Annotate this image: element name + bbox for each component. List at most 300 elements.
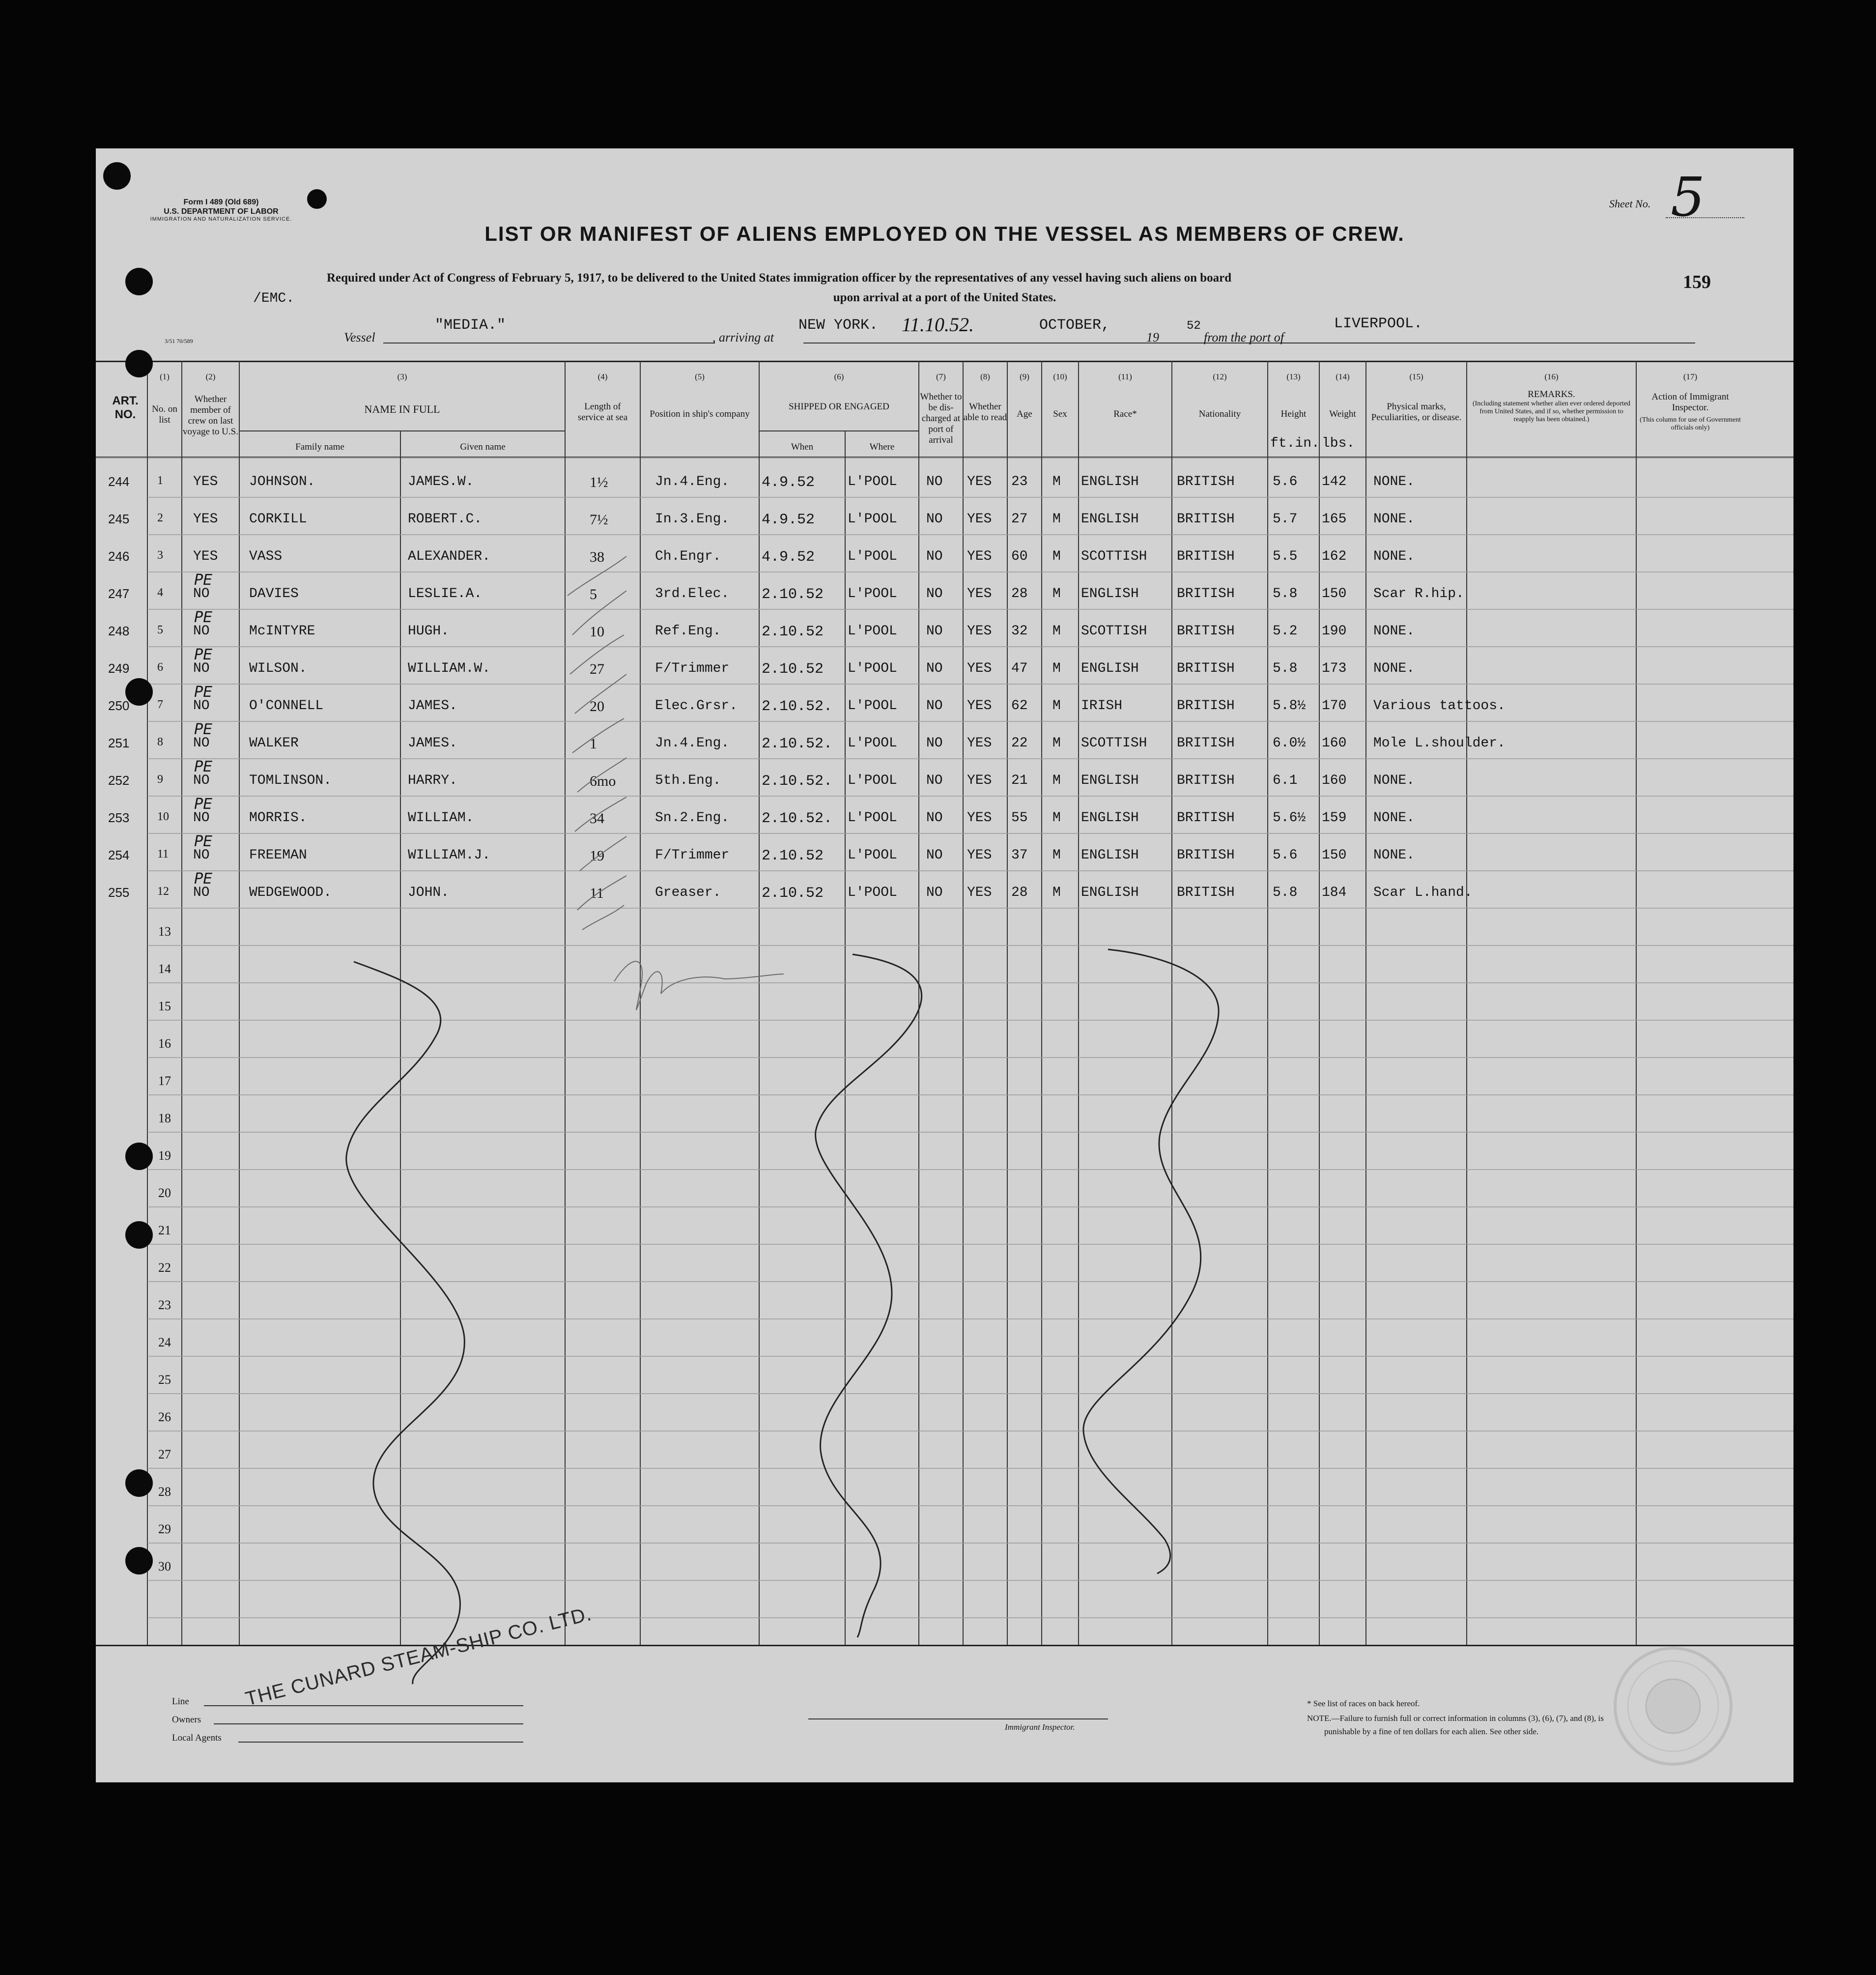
crew-length-of-service: 1½: [590, 474, 608, 490]
arriving-port: NEW YORK.: [798, 317, 879, 334]
crew-art-no: 252: [108, 773, 130, 788]
col4-header: Length of service at sea: [577, 401, 628, 423]
crew-position: Ch.Engr.: [655, 549, 721, 564]
crew-nationality: BRITISH: [1177, 848, 1235, 863]
crew-weight: 159: [1322, 810, 1347, 826]
col16-header: REMARKS.: [1528, 389, 1575, 400]
col11-header: Race*: [1113, 409, 1137, 419]
punch-hole: [125, 268, 153, 295]
punch-hole: [125, 1547, 153, 1574]
crew-given-name: HARRY.: [408, 773, 457, 788]
crew-previous-voyage: YES: [193, 549, 218, 564]
crew-sex: M: [1052, 885, 1061, 900]
crew-list-no: 8: [157, 736, 163, 748]
crew-race: IRISH: [1081, 698, 1123, 714]
service-name: IMMIGRATION AND NATURALIZATION SERVICE.: [150, 216, 292, 222]
arrival-month: OCTOBER,: [1039, 317, 1110, 334]
owners-underline: [214, 1723, 523, 1724]
crew-art-no: 249: [108, 661, 130, 676]
subtitle-line-1: Required under Act of Congress of February 5, 1917, to be delivered to the United States immigration officer by the representatives of any vessel having such aliens on board: [327, 271, 1232, 285]
crew-able-to-read: YES: [967, 810, 992, 826]
crew-age: 28: [1011, 586, 1028, 601]
punch-hole: [125, 1221, 153, 1249]
crew-handwritten-mark: PE: [194, 833, 213, 850]
col8-header: Whether able to read: [963, 401, 1007, 423]
crew-family-name: WALKER: [249, 736, 299, 751]
cunard-stamp: THE CUNARD STEAM-SHIP CO. LTD.: [243, 1603, 594, 1710]
crew-age: 32: [1011, 624, 1028, 639]
from-port: LIVERPOOL.: [1334, 315, 1423, 332]
crew-length-of-service: 6mo: [590, 773, 616, 789]
col9-number: (9): [1020, 372, 1029, 381]
crew-handwritten-mark: PE: [194, 684, 213, 701]
crew-previous-voyage: NO: [193, 848, 210, 863]
crew-discharged: NO: [926, 474, 943, 489]
crew-given-name: WILLIAM.J.: [408, 848, 491, 863]
crew-race: ENGLISH: [1081, 848, 1139, 863]
crew-weight: 150: [1322, 848, 1347, 863]
manifest-sheet: [96, 148, 1793, 1782]
crew-position: 5th.Eng.: [655, 773, 721, 788]
crew-height: 5.8: [1273, 586, 1298, 601]
note-line-1: NOTE.—Failure to furnish full or correct information in columns (3), (6), (7), and (8), is: [1307, 1714, 1604, 1723]
crew-position: Jn.4.Eng.: [655, 474, 730, 489]
agents-underline: [238, 1742, 523, 1743]
crew-shipped-where: L'POOL: [848, 474, 897, 489]
empty-row-number: 26: [158, 1410, 171, 1424]
crew-physical-marks: NONE.: [1373, 474, 1415, 489]
crew-family-name: WILSON.: [249, 661, 307, 676]
agents-label: Local Agents: [172, 1733, 222, 1743]
crew-discharged: NO: [926, 549, 943, 564]
crew-weight: 173: [1322, 661, 1347, 676]
crew-height: 5.8½: [1273, 698, 1306, 714]
crew-art-no: 244: [108, 474, 130, 489]
crew-physical-marks: NONE.: [1373, 661, 1415, 676]
col6-header: SHIPPED OR ENGAGED: [789, 401, 889, 412]
crew-previous-voyage: NO: [193, 586, 210, 601]
crew-nationality: BRITISH: [1177, 661, 1235, 676]
crew-previous-voyage: NO: [193, 736, 210, 751]
crew-shipped-when: 2.10.52: [762, 848, 824, 864]
col2-number: (2): [205, 372, 216, 381]
crew-discharged: NO: [926, 810, 943, 826]
col2-header: Whether member of crew on last voyage to U.S.: [183, 394, 238, 437]
empty-row-number: 13: [158, 924, 171, 939]
year-prefix: 19: [1146, 330, 1159, 344]
punch-hole: [125, 350, 153, 377]
crew-handwritten-mark: PE: [194, 870, 213, 887]
crew-able-to-read: YES: [967, 661, 992, 676]
crew-height: 5.6½: [1273, 810, 1306, 826]
col10-header: Sex: [1053, 409, 1067, 419]
crew-art-no: 245: [108, 512, 130, 526]
crew-previous-voyage: NO: [193, 773, 210, 788]
crew-physical-marks: NONE.: [1373, 773, 1415, 788]
empty-row-number: 14: [158, 962, 171, 976]
crew-previous-voyage: YES: [193, 512, 218, 527]
crew-art-no: 250: [108, 698, 130, 713]
crew-previous-voyage: NO: [193, 624, 210, 639]
col1-number: (1): [160, 372, 170, 381]
vessel-label: Vessel: [344, 330, 375, 344]
crew-nationality: BRITISH: [1177, 512, 1235, 527]
crew-sex: M: [1052, 549, 1061, 564]
crew-handwritten-mark: PE: [194, 609, 213, 626]
col3a-header: Family name: [295, 442, 344, 452]
crew-shipped-where: L'POOL: [848, 549, 897, 564]
crew-able-to-read: YES: [967, 698, 992, 714]
empty-row-number: 15: [158, 999, 171, 1013]
crew-sex: M: [1052, 474, 1061, 489]
crew-able-to-read: YES: [967, 512, 992, 527]
crew-able-to-read: YES: [967, 885, 992, 900]
col5-header: Position in ship's company: [650, 409, 750, 419]
crew-previous-voyage: NO: [193, 661, 210, 676]
crew-shipped-when: 2.10.52: [762, 624, 824, 640]
col17-header: Action of Immigrant Inspector.: [1651, 392, 1729, 413]
crew-age: 60: [1011, 549, 1028, 564]
crew-race: SCOTTISH: [1081, 624, 1147, 639]
arriving-label: , arriving at: [712, 330, 774, 344]
crew-discharged: NO: [926, 624, 943, 639]
col5-number: (5): [695, 372, 705, 381]
crew-length-of-service: 20: [590, 698, 604, 715]
crew-weight: 160: [1322, 773, 1347, 788]
crew-nationality: BRITISH: [1177, 773, 1235, 788]
col3-header: NAME IN FULL: [364, 403, 440, 415]
page-number: 159: [1683, 272, 1711, 292]
crew-shipped-when: 4.9.52: [762, 474, 815, 491]
crew-position: Ref.Eng.: [655, 624, 721, 639]
crew-shipped-when: 2.10.52.: [762, 698, 833, 715]
col3b-header: Given name: [460, 442, 506, 452]
crew-race: ENGLISH: [1081, 810, 1139, 826]
crew-sex: M: [1052, 736, 1061, 751]
crew-age: 37: [1011, 848, 1028, 863]
crew-height: 5.6: [1273, 848, 1298, 863]
crew-able-to-read: YES: [967, 848, 992, 863]
col17-number: (17): [1683, 372, 1698, 381]
crew-length-of-service: 10: [590, 624, 604, 640]
crew-nationality: BRITISH: [1177, 624, 1235, 639]
crew-previous-voyage: NO: [193, 885, 210, 900]
crew-weight: 142: [1322, 474, 1347, 489]
crew-shipped-when: 2.10.52.: [762, 773, 833, 790]
crew-given-name: HUGH.: [408, 624, 450, 639]
crew-length-of-service: 19: [590, 848, 604, 864]
col13-header: Height: [1280, 409, 1307, 419]
punch-hole: [103, 162, 131, 190]
crew-physical-marks: NONE.: [1373, 810, 1415, 826]
crew-sex: M: [1052, 848, 1061, 863]
crew-nationality: BRITISH: [1177, 810, 1235, 826]
from-port-label: from the port of: [1204, 330, 1284, 344]
crew-height: 5.7: [1273, 512, 1298, 527]
crew-age: 23: [1011, 474, 1028, 489]
crew-list-no: 7: [157, 698, 163, 711]
owners-label: Owners: [172, 1715, 201, 1725]
crew-family-name: JOHNSON.: [249, 474, 315, 489]
crew-shipped-where: L'POOL: [848, 773, 897, 788]
crew-physical-marks: Various tattoos.: [1373, 698, 1506, 714]
crew-physical-marks: NONE.: [1373, 512, 1415, 527]
crew-discharged: NO: [926, 773, 943, 788]
art-no-header: ART. NO.: [112, 394, 139, 421]
crew-list-no: 10: [157, 810, 169, 823]
crew-able-to-read: YES: [967, 624, 992, 639]
crew-weight: 190: [1322, 624, 1347, 639]
crew-position: 3rd.Elec.: [655, 586, 730, 601]
arrival-date-handwritten: 11.10.52.: [902, 314, 974, 336]
crew-family-name: VASS: [249, 549, 283, 564]
crew-family-name: McINTYRE: [249, 624, 315, 639]
crew-physical-marks: NONE.: [1373, 624, 1415, 639]
crew-art-no: 255: [108, 885, 130, 900]
crew-shipped-where: L'POOL: [848, 661, 897, 676]
crew-given-name: JAMES.: [408, 698, 457, 714]
crew-shipped-where: L'POOL: [848, 586, 897, 601]
crew-previous-voyage: NO: [193, 810, 210, 826]
crew-physical-marks: Mole L.shoulder.: [1373, 736, 1506, 751]
emc-code: /EMC.: [253, 291, 295, 306]
crew-position: Sn.2.Eng.: [655, 810, 730, 826]
col4-number: (4): [597, 372, 608, 381]
crew-race: ENGLISH: [1081, 512, 1139, 527]
crew-able-to-read: YES: [967, 773, 992, 788]
crew-discharged: NO: [926, 736, 943, 751]
inspector-label: Immigrant Inspector.: [1005, 1722, 1075, 1732]
crew-family-name: DAVIES: [249, 586, 299, 601]
crew-list-no: 9: [157, 773, 163, 786]
crew-height: 5.5: [1273, 549, 1298, 564]
crew-weight: 150: [1322, 586, 1347, 601]
inspector-line: [808, 1718, 1108, 1719]
crew-nationality: BRITISH: [1177, 474, 1235, 489]
crew-list-no: 1: [157, 474, 163, 487]
crew-height: 5.2: [1273, 624, 1298, 639]
crew-shipped-when: 2.10.52: [762, 661, 824, 678]
crew-art-no: 247: [108, 586, 130, 601]
crew-shipped-where: L'POOL: [848, 885, 897, 900]
crew-length-of-service: 7½: [590, 512, 608, 528]
crew-weight: 170: [1322, 698, 1347, 714]
crew-shipped-where: L'POOL: [848, 624, 897, 639]
crew-physical-marks: NONE.: [1373, 549, 1415, 564]
crew-height: 6.1: [1273, 773, 1298, 788]
crew-shipped-when: 2.10.52.: [762, 736, 833, 752]
crew-list-no: 4: [157, 586, 163, 599]
crew-art-no: 254: [108, 848, 130, 862]
empty-row-number: 21: [158, 1223, 171, 1237]
crew-height: 5.6: [1273, 474, 1298, 489]
crew-physical-marks: Scar R.hip.: [1373, 586, 1464, 601]
empty-row-number: 23: [158, 1298, 171, 1312]
punch-hole: [125, 1469, 153, 1497]
crew-length-of-service: 27: [590, 661, 604, 677]
empty-row-number: 18: [158, 1111, 171, 1125]
punch-hole: [125, 678, 153, 706]
crew-sex: M: [1052, 512, 1061, 527]
crew-able-to-read: YES: [967, 736, 992, 751]
races-note: * See list of races on back hereof.: [1307, 1699, 1420, 1708]
crew-shipped-when: 2.10.52.: [762, 810, 833, 827]
form-code: 3/51 70/589: [165, 338, 193, 344]
crew-able-to-read: YES: [967, 586, 992, 601]
col15-number: (15): [1409, 372, 1423, 381]
vessel-name: "MEDIA.": [435, 317, 506, 334]
note-line-2: punishable by a fine of ten dollars for each alien. See other side.: [1324, 1727, 1539, 1736]
crew-art-no: 248: [108, 624, 130, 638]
crew-able-to-read: YES: [967, 549, 992, 564]
crew-family-name: O'CONNELL: [249, 698, 324, 714]
crew-list-no: 11: [157, 848, 169, 860]
crew-shipped-where: L'POOL: [848, 698, 897, 714]
department: U.S. DEPARTMENT OF LABOR: [164, 207, 279, 216]
line-label: Line: [172, 1696, 189, 1707]
col12-number: (12): [1213, 372, 1227, 381]
crew-sex: M: [1052, 586, 1061, 601]
crew-height: 5.8: [1273, 885, 1298, 900]
crew-shipped-when: 4.9.52: [762, 512, 815, 528]
crew-shipped-where: L'POOL: [848, 810, 897, 826]
col7-number: (7): [936, 372, 946, 381]
crew-handwritten-mark: PE: [194, 646, 213, 663]
crew-discharged: NO: [926, 512, 943, 527]
crew-age: 21: [1011, 773, 1028, 788]
empty-row-number: 28: [158, 1485, 171, 1499]
crew-position: Greaser.: [655, 885, 721, 900]
crew-length-of-service: 34: [590, 810, 604, 827]
crew-family-name: MORRIS.: [249, 810, 307, 826]
col1-header: No. on list: [152, 404, 177, 425]
crew-age: 28: [1011, 885, 1028, 900]
embossed-seal: [1609, 1642, 1737, 1770]
crew-previous-voyage: YES: [193, 474, 218, 489]
col12-header: Nationality: [1198, 409, 1241, 419]
crew-position: F/Trimmer: [655, 661, 730, 676]
crew-age: 55: [1011, 810, 1028, 826]
crew-art-no: 251: [108, 736, 130, 750]
crew-age: 62: [1011, 698, 1028, 714]
crew-discharged: NO: [926, 586, 943, 601]
empty-row-number: 22: [158, 1260, 171, 1275]
col3-number: (3): [397, 372, 407, 381]
col14-header: Weight: [1329, 409, 1356, 419]
crew-race: ENGLISH: [1081, 586, 1139, 601]
crew-shipped-where: L'POOL: [848, 848, 897, 863]
crew-given-name: WILLIAM.: [408, 810, 474, 826]
col7-header: Whether to be dis-charged at port of arrival: [920, 392, 962, 445]
sheet-label: Sheet No.: [1609, 198, 1651, 210]
ink-blot: [307, 189, 327, 209]
crew-family-name: WEDGEWOOD.: [249, 885, 332, 900]
crew-nationality: BRITISH: [1177, 698, 1235, 714]
col6a-header: When: [791, 442, 814, 452]
crew-handwritten-mark: PE: [194, 572, 213, 589]
crew-nationality: BRITISH: [1177, 885, 1235, 900]
height-unit: ft.in.: [1270, 436, 1320, 451]
crew-given-name: WILLIAM.W.: [408, 661, 491, 676]
crew-discharged: NO: [926, 848, 943, 863]
crew-handwritten-mark: PE: [194, 758, 213, 775]
crew-given-name: JAMES.: [408, 736, 457, 751]
crew-age: 27: [1011, 512, 1028, 527]
crew-length-of-service: 5: [590, 586, 597, 602]
crew-discharged: NO: [926, 661, 943, 676]
crew-weight: 184: [1322, 885, 1347, 900]
crew-family-name: FREEMAN: [249, 848, 307, 863]
crew-family-name: TOMLINSON.: [249, 773, 332, 788]
crew-list-no: 5: [157, 624, 163, 636]
crew-art-no: 246: [108, 549, 130, 564]
crew-length-of-service: 11: [590, 885, 604, 901]
page-title: LIST OR MANIFEST OF ALIENS EMPLOYED ON THE VESSEL AS MEMBERS OF CREW.: [484, 222, 1405, 245]
crew-weight: 162: [1322, 549, 1347, 564]
year-suffix: 52: [1187, 319, 1201, 333]
col10-number: (10): [1053, 372, 1067, 381]
crew-height: 5.8: [1273, 661, 1298, 676]
crew-nationality: BRITISH: [1177, 549, 1235, 564]
crew-height: 6.0½: [1273, 736, 1306, 751]
empty-row-number: 24: [158, 1335, 171, 1349]
crew-physical-marks: Scar L.hand.: [1373, 885, 1473, 900]
empty-row-number: 27: [158, 1447, 171, 1461]
crew-position: In.3.Eng.: [655, 512, 730, 527]
crew-given-name: ROBERT.C.: [408, 512, 483, 527]
crew-previous-voyage: NO: [193, 698, 210, 714]
col11-number: (11): [1118, 372, 1132, 381]
crew-sex: M: [1052, 698, 1061, 714]
crew-race: ENGLISH: [1081, 885, 1139, 900]
col16-number: (16): [1544, 372, 1559, 381]
crew-shipped-when: 2.10.52: [762, 885, 824, 902]
col9-header: Age: [1017, 409, 1032, 419]
empty-row-number: 17: [158, 1074, 171, 1088]
empty-row-number: 29: [158, 1522, 171, 1536]
col17-subheader: (This column for use of Government officials only): [1640, 416, 1741, 431]
crew-given-name: JOHN.: [408, 885, 450, 900]
col13-number: (13): [1286, 372, 1301, 381]
empty-row-number: 30: [158, 1559, 171, 1574]
crew-handwritten-mark: PE: [194, 796, 213, 813]
empty-row-number: 16: [158, 1036, 171, 1051]
crew-race: ENGLISH: [1081, 661, 1139, 676]
form-number: Form I 489 (Old 689): [183, 198, 259, 206]
crew-race: SCOTTISH: [1081, 736, 1147, 751]
crew-list-no: 12: [157, 885, 169, 898]
crew-given-name: JAMES.W.: [408, 474, 474, 489]
crew-shipped-where: L'POOL: [848, 736, 897, 751]
crew-weight: 165: [1322, 512, 1347, 527]
col14-number: (14): [1336, 372, 1350, 381]
crew-position: F/Trimmer: [655, 848, 730, 863]
crew-list-no: 6: [157, 661, 163, 674]
col8-number: (8): [980, 372, 990, 381]
crew-shipped-when: 2.10.52: [762, 586, 824, 603]
weight-unit: lbs.: [1322, 436, 1355, 451]
sheet-number: 5: [1671, 166, 1705, 229]
crew-age: 22: [1011, 736, 1028, 751]
crew-physical-marks: NONE.: [1373, 848, 1415, 863]
crew-family-name: CORKILL: [249, 512, 307, 527]
col16-subheader: (Including statement whether alien ever ordered deported from United States, and if so, whether permission to reapply has been obtained.): [1472, 400, 1631, 423]
crew-race: ENGLISH: [1081, 773, 1139, 788]
crew-handwritten-mark: PE: [194, 721, 213, 738]
crew-age: 47: [1011, 661, 1028, 676]
punch-hole: [125, 1143, 153, 1170]
crew-able-to-read: YES: [967, 474, 992, 489]
